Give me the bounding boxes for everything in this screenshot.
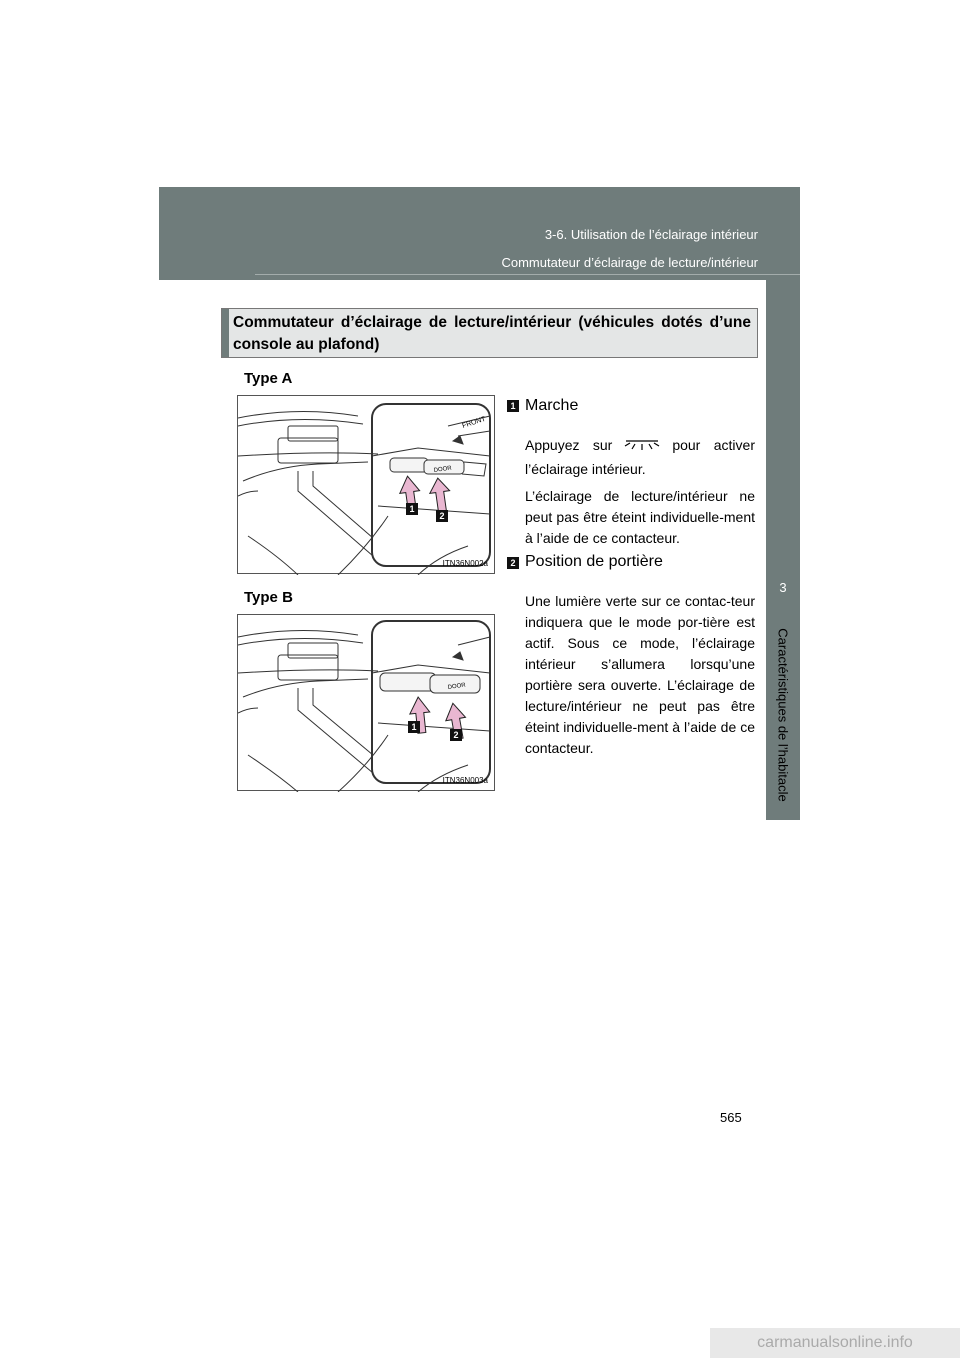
type-b-illustration [237, 614, 495, 791]
chapter-label-container [766, 590, 800, 840]
svg-text:DOOR: DOOR [433, 465, 453, 474]
svg-text:DOOR: DOOR [447, 682, 467, 691]
item-1-marker: 1 [507, 400, 519, 412]
type-a-image-code: ITN36N002a [442, 559, 488, 568]
type-a-callout-2: 2 [436, 510, 448, 522]
header-divider [255, 274, 800, 275]
watermark: carmanualsonline.info [710, 1328, 960, 1358]
type-a-callout-1: 1 [406, 503, 418, 515]
type-b-drawing [238, 615, 496, 792]
header-band [159, 187, 800, 280]
item-1-text-before-icon: Appuyez sur [525, 437, 613, 453]
interior-light-icon [622, 436, 662, 452]
title-accent-bar [222, 309, 229, 357]
type-b-callout-2: 2 [450, 729, 462, 741]
type-a-illustration [237, 395, 495, 574]
section-title: Commutateur d’éclairage de lecture/intérieur (véhicules dotés d’une console au plafond) [233, 314, 751, 353]
item-1-paragraph-1 [525, 433, 755, 481]
page-number: 565 [720, 1110, 742, 1125]
item-1-heading: Marche [525, 397, 579, 414]
item-2-paragraph-1: Une lumière verte sur ce contac-teur indiquera que le mode por-tière est actif. Sous ce mode, l’éclairage intérieur s’allumera lorsqu’une portière sera ouverte. L’éclairage de lecture/intérieur ne peut pas être éteint individuelle-ment à l’aide de ce contacteur. [525, 593, 755, 756]
type-a-label: Type A [244, 370, 293, 387]
svg-text:FRONT: FRONT [461, 415, 487, 430]
chapter-number: 3 [779, 580, 787, 595]
item-2-heading: Position de portière [525, 553, 663, 570]
type-b-callout-1: 1 [408, 721, 420, 733]
section-title-box [221, 308, 758, 358]
type-b-image-code: ITN36N003a [442, 776, 488, 785]
chapter-label: Caractéristiques de l’habitacle [775, 628, 791, 802]
item-1-text-after-icon: pour activer l’éclairage intérieur. [525, 437, 755, 477]
type-b-label: Type B [244, 589, 293, 606]
type-a-drawing [238, 396, 496, 575]
item-1-paragraph-2: L’éclairage de lecture/intérieur ne peut pas être éteint individuelle-ment à l’aide de ce contacteur. [525, 488, 755, 546]
item-2-marker: 2 [507, 557, 519, 569]
header-subsection: Commutateur d’éclairage de lecture/intérieur [501, 255, 758, 270]
header-section: 3-6. Utilisation de l’éclairage intérieur [544, 227, 758, 242]
